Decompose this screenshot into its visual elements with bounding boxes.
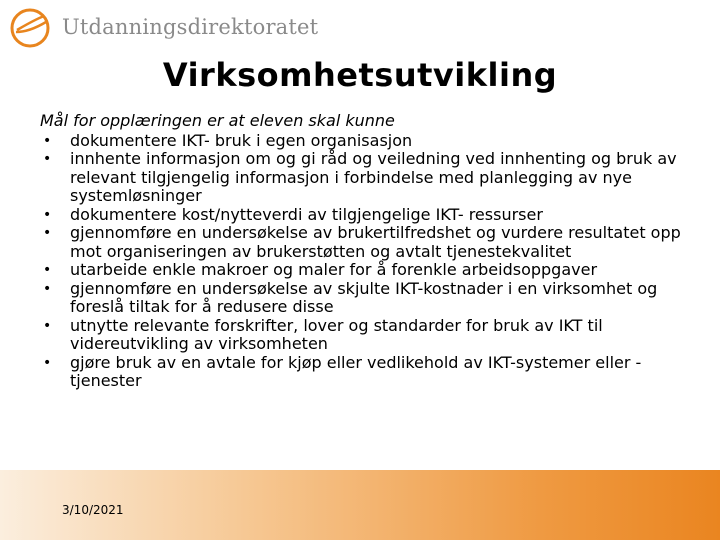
list-item: [40, 280, 700, 317]
bullet-icon: •: [43, 354, 52, 371]
bullet-text: gjøre bruk av en avtale for kjøp eller vedlikehold av IKT-systemer eller -tjenester: [70, 352, 642, 390]
list-item: [40, 206, 700, 225]
bullet-text: gjennomføre en undersøkelse av skjulte IKT-kostnader i en virksomhet og foreslå tiltak for å redusere disse: [70, 278, 658, 316]
bullet-icon: •: [43, 225, 52, 241]
slide-title: Virksomhetsutvikling: [162, 56, 558, 94]
bullet-text: utarbeide enkle makroer og maler for å forenkle arbeidsoppgaver: [70, 260, 598, 279]
bullet-text: gjennomføre en undersøkelse av brukertilfredshet og vurdere resultatet opp mot organiseringen av brukerstøtten og avtalt tjenestekvalitet: [70, 223, 681, 261]
list-item: [40, 354, 700, 391]
list-item: [40, 317, 700, 354]
list-item: [40, 224, 700, 261]
bullet-icon: •: [43, 151, 52, 167]
bullet-text: dokumentere kost/nytteverdi av tilgjengelige IKT- ressurser: [70, 204, 543, 224]
bullet-icon: •: [43, 317, 52, 334]
slide-date: 3/10/2021: [62, 503, 124, 517]
header-logo: [8, 6, 338, 46]
bullet-text: utnytte relevante forskrifter, lover og standarder for bruk av IKT til videreutvikling av virksomheten: [70, 315, 603, 353]
bullet-icon: •: [43, 280, 52, 297]
slide-subtitle: Mål for opplæringen er at eleven skal kunne: [40, 111, 395, 130]
bullet-icon: •: [43, 132, 52, 149]
list-item: [40, 132, 700, 151]
utdanningsdirektoratet-logo-icon: [8, 6, 52, 50]
list-item: [40, 261, 700, 280]
slide-content: [40, 112, 700, 391]
logo-text: Utdanningsdirektoratet: [62, 15, 319, 39]
bullet-text: dokumentere IKT- bruk i egen organisasjon: [70, 130, 413, 150]
list-item: [40, 150, 700, 206]
bullet-text: innhente informasjon om og gi råd og veiledning ved innhenting og bruk av relevant tilgjengelig informasjon i forbindelse med planlegging av nye systemløsninger: [70, 149, 677, 205]
bullet-icon: •: [43, 262, 52, 278]
bullet-list: [40, 132, 700, 391]
bullet-icon: •: [43, 206, 52, 223]
